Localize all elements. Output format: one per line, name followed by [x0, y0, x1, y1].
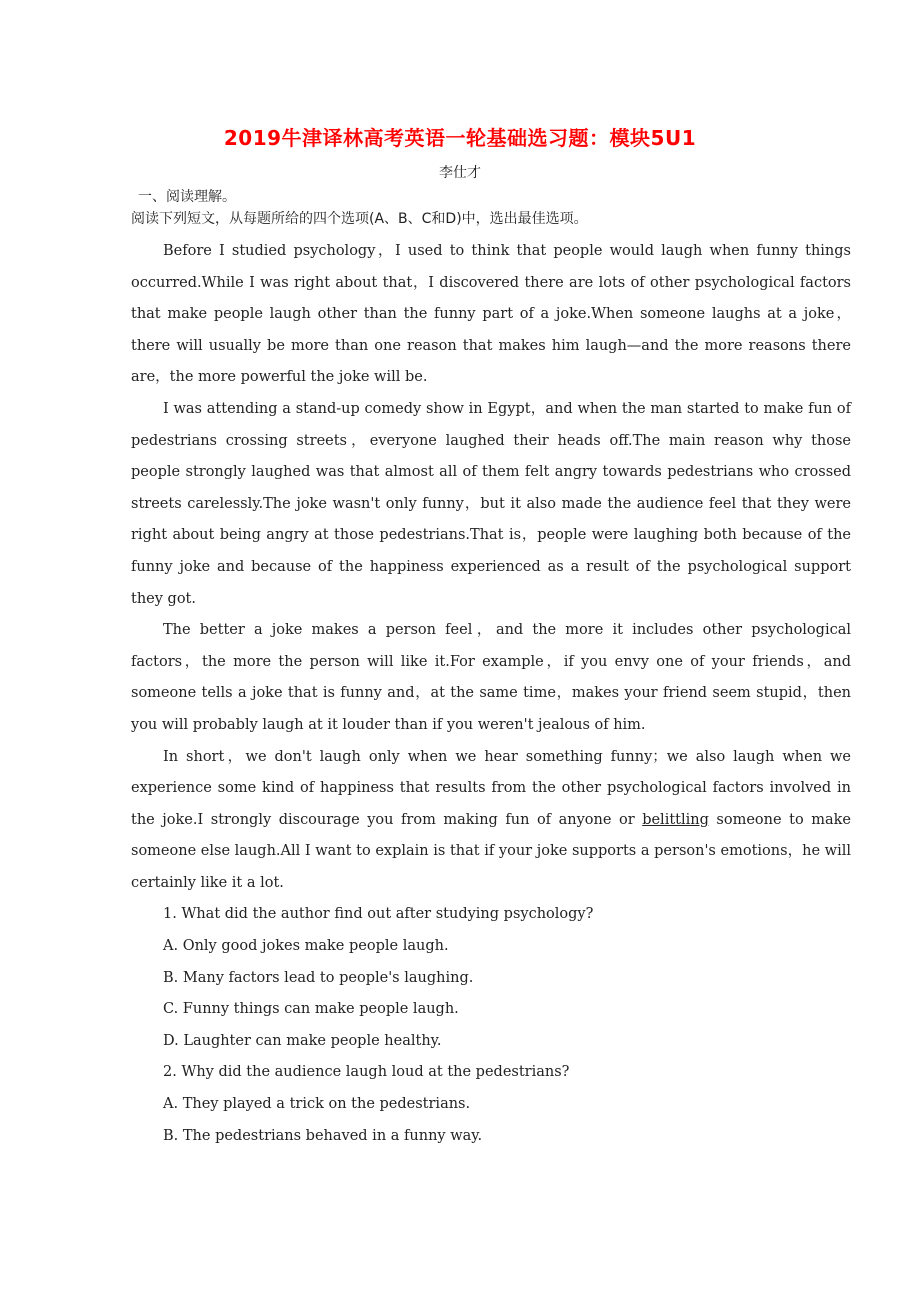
- passage-body: [131, 236, 851, 1152]
- passage-paragraph-2: I was attending a stand-up comedy show in Egypt，and when the man started to make fun of pedestrians crossing streets，everyone laughed their heads off.The main reason why those people strongly laughed was that almost all of them felt angry towards pedestrians who crossed streets carelessly.The joke wasn't only funny，but it also made the audience feel that they were right about being angry at those pedestrians.That is，people were laughing both because of the funny joke and because of the happiness experienced as a result of the psychological support they got.: [131, 400, 851, 607]
- instruction-text: 阅读下列短文，从每题所给的四个选项(A、B、C和D)中，选出最佳选项。: [131, 211, 588, 227]
- author-name: 李仕才: [439, 165, 481, 181]
- question-1-option-a: A. Only good jokes make people laugh.: [163, 938, 449, 955]
- passage-paragraph-4: [131, 742, 851, 900]
- paragraph-4-text-before: In short，we don't laugh only when we hear something funny；we also laugh when we experience some kind of happiness that results from the other psychological factors involved in the joke.I strongly discourage you from making fun of anyone or: [131, 748, 851, 828]
- question-1-stem: 1. What did the author find out after studying psychology?: [163, 906, 594, 923]
- document-title: 2019牛津译林高考英语一轮基础选习题：模块5U1: [223, 126, 697, 150]
- section-heading: 一、阅读理解。: [138, 189, 236, 205]
- question-1-option-b: B. Many factors lead to people's laughing.: [163, 969, 474, 986]
- passage-paragraph-3: The better a joke makes a person feel，and the more it includes other psychological factors，the more the person will like it.For example，if you envy one of your friends，and someone tells a joke that is funny and，at the same time，makes your friend seem stupid，then you will probably laugh at it louder than if you weren't jealous of him.: [131, 622, 851, 733]
- question-2-option-a: A. They played a trick on the pedestrians.: [163, 1096, 471, 1113]
- passage-paragraph-1: Before I studied psychology，I used to think that people would laugh when funny things occurred.While I was right about that，I discovered there are lots of other psychological factors that make people laugh other than the funny part of a joke.When someone laughs at a joke，there will usually be more than one reason that makes him laugh—and the more reasons there are，the more powerful the joke will be.: [131, 243, 851, 386]
- question-2-option-b: B. The pedestrians behaved in a funny way.: [163, 1127, 483, 1144]
- question-2-stem: 2. Why did the audience laugh loud at the pedestrians?: [163, 1064, 570, 1081]
- underlined-word: belittling: [642, 811, 709, 828]
- paragraph-4-text-after: someone to make someone else laugh.All I want to explain is that if your joke supports a person's emotions，he will certainly like it a lot.: [131, 811, 851, 891]
- question-1-option-c: C. Funny things can make people laugh.: [163, 1001, 459, 1018]
- question-1-option-d: D. Laughter can make people healthy.: [163, 1032, 442, 1049]
